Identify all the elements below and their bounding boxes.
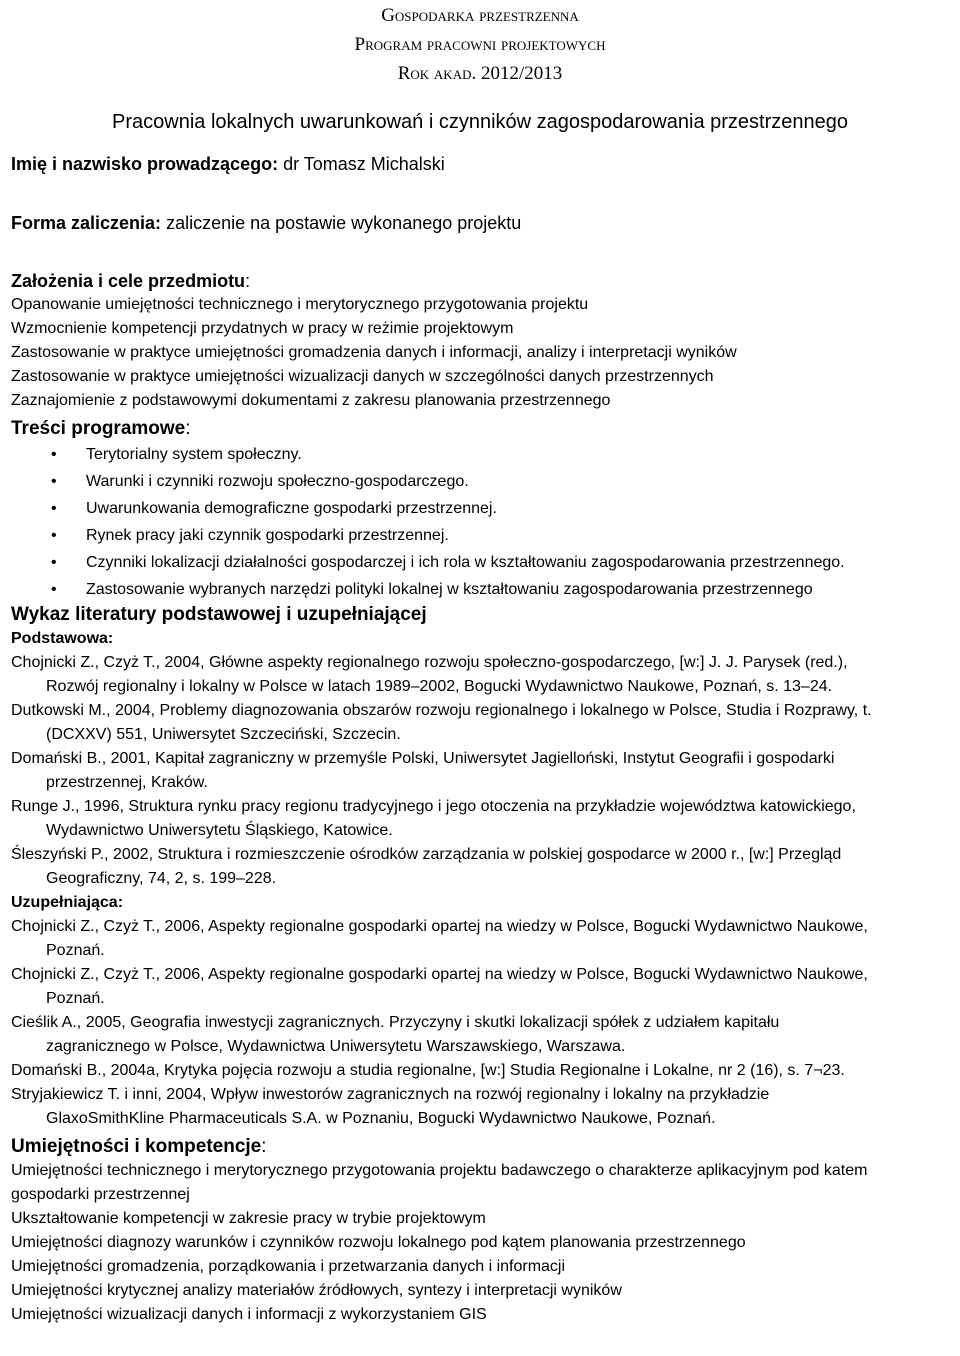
bullet-icon: • [51,581,57,598]
program-item-text: Czynniki lokalizacji działalności gospodarczej i ich rola w kształtowaniu zagospodarowania przestrzennego. [86,554,845,571]
reference-item [11,1011,950,1059]
reference-line: Domański B., 2001, Kapitał zagraniczny w przemyśle Polski, Uniwersytet Jagielloński, Instytut Geografii i gospodarki [11,750,835,767]
supplementary-literature-label: Uzupełniająca: [11,894,124,911]
header-line-year [0,59,960,88]
reference-line: Cieślik A., 2005, Geografia inwestycji zagranicznych. Przyczyny i skutki lokalizacji spółek z udziałem kapitału [11,1014,780,1031]
reference-line: Chojnicki Z., Czyż T., 2006, Aspekty regionalne gospodarki opartej na wiedzy w Polsce, Bogucki Wydawnictwo Naukowe, [11,918,868,935]
reference-item [11,1083,950,1131]
program-heading-text: Treści programowe [11,418,186,439]
reference-line: Stryjakiewicz T. i inni, 2004, Wpływ inwestorów zagranicznych na rozwój regionalny i lokalny na przykładzie [11,1086,770,1103]
header-line-field: Gospodarka przestrzenna [381,5,579,26]
reference-item [11,651,950,699]
bullet-icon: • [51,500,57,517]
skill-item: Umiejętności diagnozy warunków i czynników rozwoju lokalnego pod kątem planowania przestrzennego [11,1234,746,1251]
goal-item: Wzmocnienie kompetencji przydatnych w pracy w reżimie projektowym [11,320,514,337]
program-item-text: Warunki i czynniki rozwoju społeczno-gospodarczego. [86,473,469,490]
goals-heading-colon: : [245,271,251,291]
program-item-text: Uwarunkowania demograficzne gospodarki przestrzennej. [86,500,497,517]
goal-item: Zaznajomienie z podstawowymi dokumentami z zakresu planowania przestrzennego [11,392,611,409]
page-title: Pracownia lokalnych uwarunkowań i czynników zagospodarowania przestrzennego [112,111,848,133]
program-item-text: Rynek pracy jaki czynnik gospodarki przestrzennej. [86,527,449,544]
basic-literature-label: Podstawowa: [11,630,114,647]
program-item [11,549,950,576]
reference-line-cont: Geograficzny, 74, 2, s. 199–228. [46,870,277,887]
reference-line-cont: (DCXXV) 551, Uniwersytet Szczeciński, Szczecin. [46,726,401,743]
bullet-icon: • [51,473,57,490]
skill-item: Umiejętności technicznego i merytorycznego przygotowania projektu badawczego o charakterze aplikacyjnym pod katem gospodarki przestrzennej [11,1162,868,1203]
instructor-value: dr Tomasz Michalski [283,154,445,174]
skills-heading [11,1135,950,1159]
form-line [11,211,950,235]
reference-item [11,747,950,795]
reference-line-cont: Rozwój regionalny i lokalny w Polsce w latach 1989–2002, Bogucki Wydawnictwo Naukowe, Poznań, s. 13–24. [46,678,833,695]
reference-line: Chojnicki Z., Czyż T., 2006, Aspekty regionalne gospodarki opartej na wiedzy w Polsce, Bogucki Wydawnictwo Naukowe, [11,966,868,983]
instructor-line [11,152,950,176]
header-year-value: 2012/2013 [480,63,563,84]
program-heading [11,417,950,441]
document-body [0,152,960,1327]
program-item [11,522,950,549]
reference-line-cont: Poznań. [46,942,105,959]
program-item [11,495,950,522]
reference-line-cont: zagranicznego w Polsce, Wydawnictwa Uniwersytetu Warszawskiego, Warszawa. [46,1038,626,1055]
reference-item [11,915,950,963]
goals-heading [11,269,950,293]
header-line-program: Program pracowni projektowych [354,34,606,55]
bullet-icon: • [51,554,57,571]
skills-heading-colon: : [261,1136,267,1157]
goals-heading-text: Założenia i cele przedmiotu [11,271,246,291]
reference-line: Dutkowski M., 2004, Problemy diagnozowania obszarów rozwoju regionalnego i lokalnego w Polsce, Studia i Rozprawy, t. [11,702,872,719]
reference-line-cont: GlaxoSmithKline Pharmaceuticals S.A. w Poznaniu, Bogucki Wydawnictwo Naukowe, Poznań. [46,1110,716,1127]
reference-item [11,1059,950,1083]
reference-line: Śleszyński P., 2002, Struktura i rozmieszczenie ośrodków zarządzania w polskiej gospodarce w 2000 r., [w:] Przegląd [11,846,842,863]
program-item-text: Terytorialny system społeczny. [86,446,302,463]
reference-line: Runge J., 1996, Struktura rynku pracy regionu tradycyjnego i jego otoczenia na przykładzie województwa katowickiego, [11,798,856,815]
skills-heading-text: Umiejętności i kompetencje [11,1136,262,1157]
form-value: zaliczenie na postawie wykonanego projektu [166,213,522,233]
reference-item [11,795,950,843]
program-item [11,468,950,495]
reference-line-cont: Poznań. [46,990,105,1007]
document-header [0,0,960,88]
program-item [11,576,950,603]
goal-item: Opanowanie umiejętności technicznego i merytorycznego przygotowania projektu [11,296,589,313]
reference-item [11,843,950,891]
goal-item: Zastosowanie w praktyce umiejętności gromadzenia danych i informacji, analizy i interpretacji wyników [11,344,737,361]
bullet-icon: • [51,446,57,463]
skill-item: Umiejętności gromadzenia, porządkowania i przetwarzania danych i informacji [11,1258,566,1275]
skill-item: Umiejętności wizualizacji danych i informacji z wykorzystaniem GIS [11,1306,487,1323]
reference-line: Chojnicki Z., Czyż T., 2004, Główne aspekty regionalnego rozwoju społeczno-gospodarczego, [w:] J. J. Parysek (red.), [11,654,848,671]
reference-line: Domański B., 2004a, Krytyka pojęcia rozwoju a studia regionalne, [w:] Studia Regionalne i Lokalne, nr 2 (16), s. 7¬23. [11,1062,845,1079]
literature-heading: Wykaz literatury podstawowej i uzupełniającej [11,604,427,625]
program-item-text: Zastosowanie wybranych narzędzi polityki lokalnej w kształtowaniu zagospodarowania przestrzennego [86,581,813,598]
reference-item [11,963,950,1011]
skills-list [11,1159,950,1327]
program-item [11,441,950,468]
form-label: Forma zaliczenia: [11,213,162,233]
skill-item: Ukształtowanie kompetencji w zakresie pracy w trybie projektowym [11,1210,486,1227]
goals-list [11,293,950,413]
reference-item [11,699,950,747]
program-heading-colon: : [185,418,191,439]
bullet-icon: • [51,527,57,544]
reference-line-cont: Wydawnictwo Uniwersytetu Śląskiego, Katowice. [46,822,393,839]
reference-line-cont: przestrzennej, Kraków. [46,774,208,791]
instructor-label: Imię i nazwisko prowadzącego: [11,154,279,174]
program-list [11,441,950,603]
header-year-label: Rok akad. [397,63,477,84]
skill-item: Umiejętności krytycznej analizy materiałów źródłowych, syntezy i interpretacji wyników [11,1282,622,1299]
goal-item: Zastosowanie w praktyce umiejętności wizualizacji danych w szczególności danych przestrzennych [11,368,714,385]
